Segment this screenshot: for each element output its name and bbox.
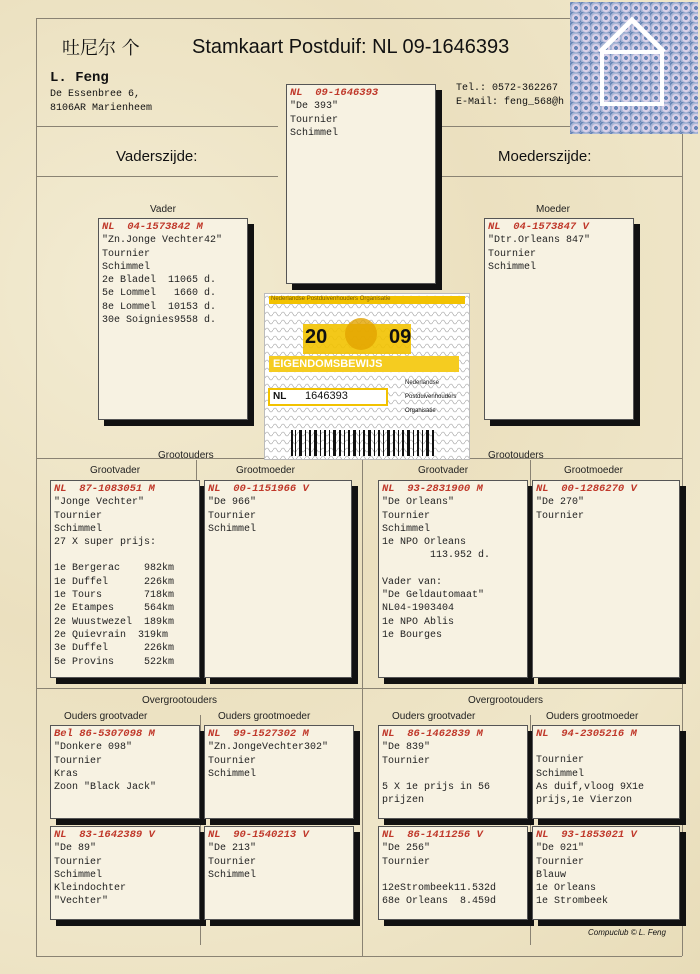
card-line: Tournier: [382, 510, 431, 522]
overgrootouders-left-label: Overgrootouders: [142, 695, 218, 706]
card-line: Tournier: [290, 114, 339, 126]
card-line: Tournier: [208, 856, 257, 868]
card-line: "Jonge Vechter": [54, 497, 145, 509]
card-line: 1e Bourges: [382, 629, 443, 641]
badge-label: EIGENDOMSBEWIJS: [273, 358, 383, 370]
card-line: "De 213": [208, 843, 257, 855]
ring-number: NL 86-1411256 V: [382, 829, 483, 841]
grootmoeder-left-label: Grootmoeder: [236, 465, 295, 476]
card-line: "Zn.JongeVechter302": [208, 742, 329, 754]
ouders-gv-left-label: Ouders grootvader: [64, 711, 148, 722]
card-line: 3e Duffel 226km: [54, 643, 175, 655]
card-line: Tournier: [536, 755, 585, 767]
pigeon-card-overgrootmoeder-6: [204, 826, 354, 920]
ring-number: Bel 86-5307098 M: [54, 728, 155, 740]
card-line: Zoon "Black Jack": [54, 782, 157, 794]
card-line: "De 393": [290, 101, 339, 113]
card-line: 1e NPO Orleans: [382, 537, 467, 549]
badge-org-line3: Organisatie: [405, 408, 436, 414]
card-line: Tournier: [382, 755, 431, 767]
card-line: "De Orleans": [382, 497, 455, 509]
pigeon-card-grootmoeder-m: [532, 480, 680, 678]
card-line: 8e Lommel 10153 d.: [102, 301, 217, 313]
overgrootouders-right-label: Overgrootouders: [468, 695, 544, 706]
pigeon-card-overgrootvader-3: [378, 725, 528, 819]
card-line: "De 89": [54, 843, 97, 855]
card-line: Kras: [54, 768, 79, 780]
badge-country: NL: [273, 391, 287, 402]
footer-credit: Compuclub © L. Feng: [588, 928, 666, 937]
club-stamp-logo: [570, 2, 698, 134]
card-line: 1e NPO Ablis: [382, 616, 455, 628]
card-line: Tournier: [54, 510, 103, 522]
card-line: "Dtr.Orleans 847": [488, 235, 591, 247]
card-line: "De 021": [536, 843, 585, 855]
grootouders-left-label: Grootouders: [158, 450, 214, 461]
ring-number: NL 93-2831900 M: [382, 483, 483, 495]
card-line: Schimmel: [536, 768, 585, 780]
grootvader-left-label: Grootvader: [90, 465, 141, 476]
card-line: [382, 768, 524, 781]
card-line: Vader van:: [382, 576, 443, 588]
vader-label: Vader: [150, 204, 176, 215]
card-line: 1e Strombeek: [536, 896, 609, 908]
card-line: Tournier: [102, 248, 151, 260]
badge-banner: Nederlandse Postduivenhouders Organisatie: [271, 296, 391, 302]
ring-number: NL 86-1462839 M: [382, 728, 483, 740]
card-line: Tournier: [382, 856, 431, 868]
pigeon-card-overgrootmoeder-8: [532, 826, 680, 920]
card-line: "De 966": [208, 497, 257, 509]
card-line: 68e Orleans 8.459d: [382, 896, 497, 908]
card-line: 1e Tours 718km: [54, 590, 175, 602]
pigeon-card-overgrootvader-4: [532, 725, 680, 819]
card-line: NL04-1903404: [382, 603, 455, 615]
card-line: 2e Quievrain 319km: [54, 629, 169, 641]
ownership-ring-badge: [264, 293, 470, 460]
grootvader-right-label: Grootvader: [418, 465, 469, 476]
pigeon-card-overgrootmoeder-7: [378, 826, 528, 920]
card-line: Kleindochter: [54, 883, 127, 895]
card-line: 12eStrombeek11.532d: [382, 882, 497, 894]
card-line: 30e Soignies9558 d.: [102, 315, 217, 327]
badge-year-left: 20: [305, 326, 328, 348]
card-line: [536, 741, 676, 754]
pigeon-card-moeder: [484, 218, 634, 420]
card-line: 1e Bergerac 982km: [54, 563, 175, 575]
card-line: Schimmel: [488, 261, 537, 273]
card-line: "De Geldautomaat": [382, 590, 485, 602]
ring-number: NL 04-1573842 M: [102, 221, 203, 233]
owner-address: De Essenbree 6,: [50, 89, 141, 100]
ouders-gm-left-label: Ouders grootmoeder: [218, 711, 311, 722]
ring-number: NL 83-1642389 V: [54, 829, 155, 841]
pigeon-card-vader: [98, 218, 248, 420]
card-line: Schimmel: [54, 523, 103, 535]
card-line: Tournier: [54, 755, 103, 767]
badge-number: 1646393: [305, 390, 348, 402]
card-line: "Vechter": [54, 896, 109, 908]
card-line: "Donkere 098": [54, 742, 133, 754]
pigeon-card-overgrootmoeder-5: [50, 826, 200, 920]
ring-number: NL 99-1527302 M: [208, 728, 309, 740]
page-title: Stamkaart Postduif: NL 09-1646393: [192, 36, 510, 58]
card-line: 2e Wuustwezel 189km: [54, 616, 175, 628]
card-line: Schimmel: [102, 261, 151, 273]
grootouders-right-label: Grootouders: [488, 450, 544, 461]
card-line: Tournier: [488, 248, 537, 260]
ring-number: NL 00-1151966 V: [208, 483, 309, 495]
ouders-gm-right-label: Ouders grootmoeder: [546, 711, 639, 722]
moeder-side-heading: Moederszijde:: [498, 148, 592, 165]
card-line: "De 839": [382, 742, 431, 754]
card-line: [382, 563, 524, 576]
ring-number: NL 09-1646393: [290, 87, 379, 99]
badge-org-line1: Nederlandse: [405, 380, 440, 386]
card-line: "De 270": [536, 497, 585, 509]
chinese-name: 吐尼尔 个: [62, 38, 140, 59]
pigeon-card-overgrootvader-1: [50, 725, 200, 819]
pigeon-card-grootvader-m: [378, 480, 528, 678]
card-line: As duif,vloog 9X1e: [536, 781, 645, 793]
pigeon-card-overgrootmoeder-1: [204, 725, 354, 819]
moeder-label: Moeder: [536, 204, 570, 215]
card-line: prijs,1e Vierzon: [536, 795, 633, 807]
card-line: Schimmel: [54, 869, 103, 881]
card-line: Tournier: [536, 856, 585, 868]
card-line: "Zn.Jonge Vechter42": [102, 235, 223, 247]
ouders-gv-right-label: Ouders grootvader: [392, 711, 476, 722]
owner-email: E-Mail: feng_568@h: [456, 97, 565, 108]
card-line: prijzen: [382, 795, 425, 807]
card-line: Schimmel: [208, 523, 257, 535]
card-line: Tournier: [208, 510, 257, 522]
card-line: 5 X 1e prijs in 56: [382, 781, 491, 793]
card-line: Schimmel: [208, 869, 257, 881]
card-line: Schimmel: [382, 523, 431, 535]
card-line: 113.952 d.: [382, 550, 491, 562]
card-line: Tournier: [54, 856, 103, 868]
card-line: 2e Bladel 11065 d.: [102, 275, 217, 287]
card-line: 5e Lommel 1660 d.: [102, 288, 217, 300]
card-line: Tournier: [536, 510, 585, 522]
card-line: 27 X super prijs:: [54, 537, 157, 549]
owner-postcode: 8106AR Marienheem: [50, 103, 153, 114]
card-line: Tournier: [208, 755, 257, 767]
card-line: 5e Provins 522km: [54, 656, 175, 668]
card-line: Schimmel: [208, 768, 257, 780]
grootmoeder-right-label: Grootmoeder: [564, 465, 623, 476]
ring-number: NL 94-2305216 M: [536, 728, 637, 740]
card-line: [54, 549, 196, 562]
card-line: "De 256": [382, 843, 431, 855]
card-line: [382, 869, 524, 882]
owner-name: L. Feng: [50, 70, 109, 86]
ring-number: NL 04-1573847 V: [488, 221, 589, 233]
badge-year-right: 09: [389, 326, 412, 348]
ring-number: NL 90-1540213 V: [208, 829, 309, 841]
pigeon-card-self: [286, 84, 436, 284]
card-line: 1e Orleans: [536, 883, 597, 895]
card-line: 2e Etampes 564km: [54, 603, 175, 615]
vader-side-heading: Vaderszijde:: [116, 148, 198, 165]
ring-number: NL 87-1083051 M: [54, 483, 155, 495]
card-line: Schimmel: [290, 127, 339, 139]
card-line: Blauw: [536, 869, 567, 881]
owner-tel: Tel.: 0572-362267: [456, 83, 559, 94]
card-line: 1e Duffel 226km: [54, 576, 175, 588]
pigeon-card-grootvader-v: [50, 480, 200, 678]
ring-number: NL 93-1853021 V: [536, 829, 637, 841]
pigeon-card-grootmoeder-v: [204, 480, 352, 678]
ring-number: NL 00-1286270 V: [536, 483, 637, 495]
badge-org-line2: Postduivenhouders: [405, 394, 457, 400]
